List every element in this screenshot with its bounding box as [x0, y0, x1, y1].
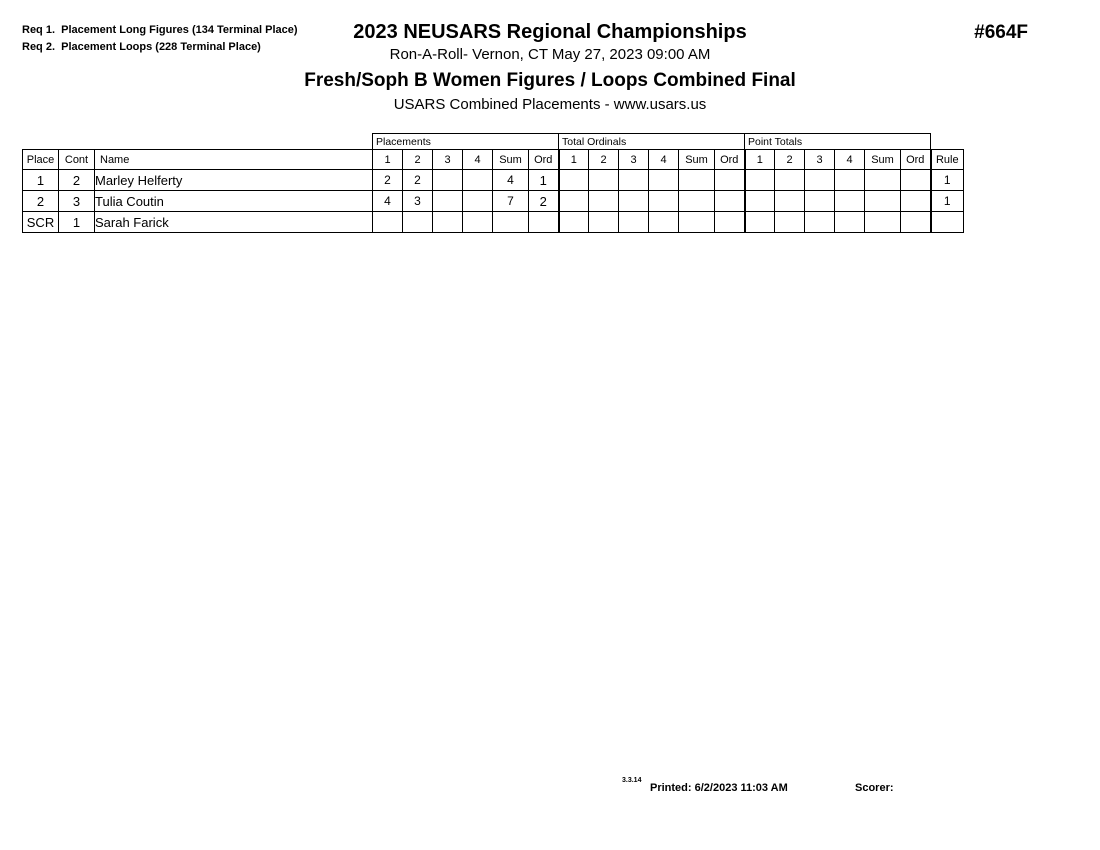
footer-version: 3.3.14 — [622, 777, 642, 784]
event-number: #664F — [974, 22, 1028, 43]
column-header-placements-judge-1: 1 — [373, 150, 403, 170]
row-points-judge-4 — [835, 170, 865, 191]
row-points-judge-1 — [745, 191, 775, 212]
row-points-ord — [901, 170, 931, 191]
row-name: Tulia Coutin — [95, 191, 373, 212]
row-points-sum — [865, 170, 901, 191]
row-placements-judge-2: 3 — [403, 191, 433, 212]
row-rule — [931, 212, 964, 233]
column-header-ordinals-judge-1: 1 — [559, 150, 589, 170]
row-points-sum — [865, 212, 901, 233]
column-header-ordinals-judge-3: 3 — [619, 150, 649, 170]
results-table — [22, 133, 964, 233]
row-ordinals-ord — [715, 212, 745, 233]
requirement-1-text: Placement Long Figures (134 Terminal Place) — [61, 24, 298, 36]
row-placements-sum: 7 — [493, 191, 529, 212]
row-placements-ord: 2 — [529, 191, 559, 212]
column-header-placements-ord: Ord — [529, 150, 559, 170]
results-sheet — [22, 133, 964, 233]
row-placements-judge-2: 2 — [403, 170, 433, 191]
row-points-ord — [901, 191, 931, 212]
row-ordinals-judge-3 — [619, 191, 649, 212]
row-rule: 1 — [931, 191, 964, 212]
row-placements-judge-2 — [403, 212, 433, 233]
row-placements-sum — [493, 212, 529, 233]
row-ordinals-judge-1 — [559, 191, 589, 212]
row-placements-judge-1: 2 — [373, 170, 403, 191]
group-blank-place — [23, 134, 59, 150]
row-rule: 1 — [931, 170, 964, 191]
table-row — [23, 212, 964, 233]
row-placements-sum: 4 — [493, 170, 529, 191]
row-points-judge-3 — [805, 170, 835, 191]
event-title: Fresh/Soph B Women Figures / Loops Combined Final — [304, 70, 796, 91]
requirement-2-text: Placement Loops (228 Terminal Place) — [61, 41, 261, 53]
column-header-points-judge-2: 2 — [775, 150, 805, 170]
row-placements-judge-3 — [433, 191, 463, 212]
row-name: Sarah Farick — [95, 212, 373, 233]
row-ordinals-judge-3 — [619, 212, 649, 233]
row-points-judge-2 — [775, 170, 805, 191]
footer-printed: Printed: 6/2/2023 11:03 AM — [650, 782, 788, 794]
row-ordinals-judge-2 — [589, 191, 619, 212]
row-ordinals-sum — [679, 212, 715, 233]
row-placements-judge-4 — [463, 191, 493, 212]
column-header-row — [23, 150, 964, 170]
title-block — [0, 20, 1100, 116]
row-ordinals-judge-4 — [649, 170, 679, 191]
group-blank-cont — [59, 134, 95, 150]
row-ordinals-judge-3 — [619, 170, 649, 191]
column-header-name: Name — [95, 150, 373, 170]
row-points-judge-2 — [775, 191, 805, 212]
row-ordinals-sum — [679, 191, 715, 212]
row-points-judge-2 — [775, 212, 805, 233]
row-placements-judge-3 — [433, 170, 463, 191]
column-header-rule: Rule — [931, 150, 964, 170]
column-header-points-ord: Ord — [901, 150, 931, 170]
row-placements-judge-4 — [463, 170, 493, 191]
column-header-placements-judge-2: 2 — [403, 150, 433, 170]
row-placements-ord — [529, 212, 559, 233]
requirement-1-number: Req 1. — [22, 24, 56, 36]
column-header-ordinals-judge-4: 4 — [649, 150, 679, 170]
row-ordinals-judge-2 — [589, 212, 619, 233]
row-ordinals-judge-1 — [559, 212, 589, 233]
table-row — [23, 191, 964, 212]
column-header-points-judge-4: 4 — [835, 150, 865, 170]
row-cont: 3 — [59, 191, 95, 212]
row-place: 1 — [23, 170, 59, 191]
row-points-judge-1 — [745, 170, 775, 191]
column-header-placements-judge-4: 4 — [463, 150, 493, 170]
group-blank-rule — [931, 134, 964, 150]
row-placements-judge-1 — [373, 212, 403, 233]
row-cont: 1 — [59, 212, 95, 233]
row-place: SCR — [23, 212, 59, 233]
row-points-judge-4 — [835, 212, 865, 233]
row-place: 2 — [23, 191, 59, 212]
row-placements-judge-1: 4 — [373, 191, 403, 212]
row-placements-ord: 1 — [529, 170, 559, 191]
competition-title: 2023 NEUSARS Regional Championships — [353, 21, 747, 43]
column-header-ordinals-judge-2: 2 — [589, 150, 619, 170]
column-header-points-judge-1: 1 — [745, 150, 775, 170]
row-cont: 2 — [59, 170, 95, 191]
row-ordinals-sum — [679, 170, 715, 191]
group-label-point-totals: Point Totals — [745, 134, 931, 150]
row-points-judge-4 — [835, 191, 865, 212]
row-ordinals-ord — [715, 191, 745, 212]
column-header-placements-sum: Sum — [493, 150, 529, 170]
subtitle: USARS Combined Placements - www.usars.us — [393, 96, 707, 113]
row-ordinals-judge-1 — [559, 170, 589, 191]
column-header-cont: Cont — [59, 150, 95, 170]
row-placements-judge-3 — [433, 212, 463, 233]
footer-scorer: Scorer: — [855, 782, 894, 794]
row-points-ord — [901, 212, 931, 233]
column-header-place: Place — [23, 150, 59, 170]
column-header-ordinals-sum: Sum — [679, 150, 715, 170]
column-header-points-sum: Sum — [865, 150, 901, 170]
requirement-2-number: Req 2. — [22, 41, 56, 53]
row-points-sum — [865, 191, 901, 212]
row-name: Marley Helferty — [95, 170, 373, 191]
table-row — [23, 170, 964, 191]
row-ordinals-judge-2 — [589, 170, 619, 191]
row-placements-judge-4 — [463, 212, 493, 233]
group-header-row — [23, 134, 964, 150]
column-header-ordinals-ord: Ord — [715, 150, 745, 170]
row-ordinals-judge-4 — [649, 212, 679, 233]
row-points-judge-1 — [745, 212, 775, 233]
venue-datetime: Ron-A-Roll- Vernon, CT May 27, 2023 09:00 AM — [389, 46, 711, 63]
group-label-total-ordinals: Total Ordinals — [559, 134, 745, 150]
group-blank-name — [95, 134, 373, 150]
row-ordinals-judge-4 — [649, 191, 679, 212]
column-header-points-judge-3: 3 — [805, 150, 835, 170]
row-points-judge-3 — [805, 191, 835, 212]
group-label-placements: Placements — [373, 134, 559, 150]
row-ordinals-ord — [715, 170, 745, 191]
row-points-judge-3 — [805, 212, 835, 233]
column-header-placements-judge-3: 3 — [433, 150, 463, 170]
